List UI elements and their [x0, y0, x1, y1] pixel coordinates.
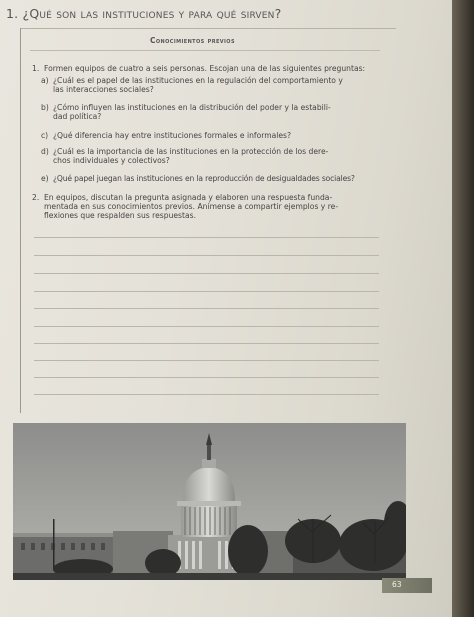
item-2-number: 2.	[32, 193, 40, 202]
question-b-label: b)	[41, 103, 49, 112]
answer-line[interactable]	[34, 255, 379, 256]
question-d-line1: ¿Cuál es la importancia de las instituciones en la protección de los dere-	[53, 147, 329, 156]
section-title-text: ¿Qué son las instituciones y para qué sirven?	[22, 6, 282, 21]
item-2-line3: flexiones que respalden sus respuestas.	[44, 211, 197, 220]
answer-line[interactable]	[34, 377, 379, 378]
box-heading-rule	[30, 50, 380, 51]
question-e-label: e)	[41, 174, 49, 183]
answer-line[interactable]	[34, 360, 379, 361]
item-2-line2: mentada en sus conocimientos previos. Anímense a compartir ejemplos y re-	[44, 202, 339, 211]
question-a-line2: las interacciones sociales?	[53, 85, 154, 94]
item-1-number: 1.	[32, 64, 40, 73]
item-2-line1: En equipos, discutan la pregunta asignada y elaboren una respuesta funda-	[44, 193, 333, 202]
answer-line[interactable]	[34, 343, 379, 344]
section-number: 1.	[6, 6, 19, 21]
question-a-line1: ¿Cuál es el papel de las instituciones en la regulación del comportamiento y	[53, 76, 343, 85]
section-title	[6, 6, 446, 21]
question-b-line2: dad política?	[53, 112, 102, 121]
capitol-illustration	[13, 423, 406, 580]
page-number-tab	[382, 578, 432, 593]
capitol-building-photo	[13, 423, 406, 580]
question-c-line1: ¿Qué diferencia hay entre instituciones formales e informales?	[53, 131, 292, 140]
answer-line[interactable]	[34, 291, 379, 292]
question-a-label: a)	[41, 76, 49, 85]
question-c-label: c)	[41, 131, 49, 140]
question-d-line2: chos individuales y colectivos?	[53, 156, 170, 165]
box-heading: Conocimientos previos	[150, 36, 235, 45]
answer-line[interactable]	[34, 326, 379, 327]
question-e-line1: ¿Qué papel juegan las instituciones en la reproducción de desigualdades sociales?	[53, 174, 355, 183]
item-1-text: Formen equipos de cuatro a seis personas. Escojan una de las siguientes preguntas:	[44, 64, 366, 73]
answer-line[interactable]	[34, 308, 379, 309]
answer-line[interactable]	[34, 237, 379, 238]
book-edge-shadow	[452, 0, 474, 617]
page-number: 63	[392, 580, 402, 589]
answer-line[interactable]	[34, 273, 379, 274]
answer-line[interactable]	[34, 394, 379, 395]
question-d-label: d)	[41, 147, 49, 156]
question-b-line1: ¿Cómo influyen las instituciones en la distribución del poder y la estabili-	[53, 103, 331, 112]
